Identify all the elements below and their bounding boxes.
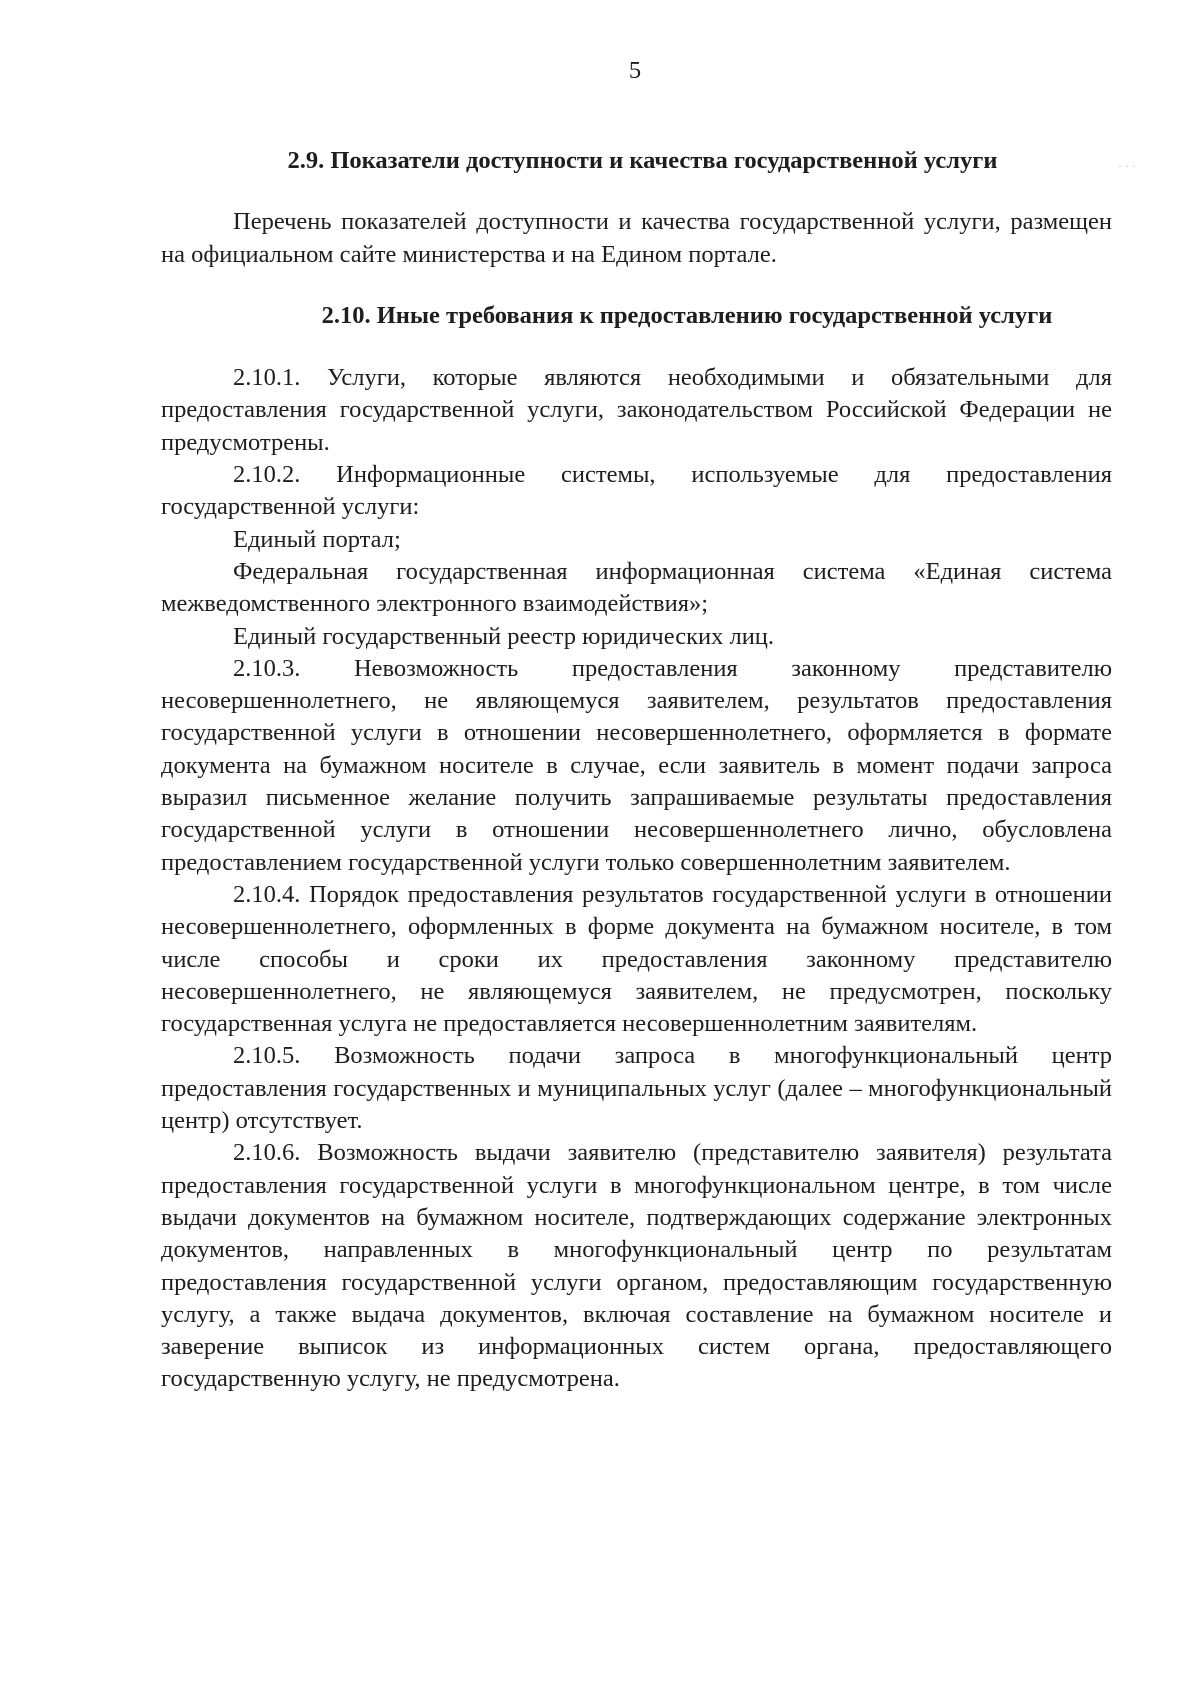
paragraph-2-10-2: 2.10.2. Информационные системы, используемые для предоставления государственной услуги: — [161, 461, 1112, 521]
paragraph-2-10-5: 2.10.5. Возможность подачи запроса в многофункциональный центр предоставления государственных и муниципальных услуг (далее – многофункциональный центр) отсутствует. — [161, 1042, 1112, 1135]
paragraph-2-10-3: 2.10.3. Невозможность предоставления законному представителю несовершеннолетнего, не являющемуся заявителем, результатов предоставления государственной услуги в отношении несовершеннолетнего, оформляется в формате документа на бумажном носителе в случае, если заявитель в момент подачи запроса выразил письменное желание получить запрашиваемые результаты предоставления государственной услуги в отношении несовершеннолетнего лично, обусловлена предоставлением государственной услуги только совершеннолетним заявителем. — [161, 654, 1112, 876]
list-item-legal-entities-register: Единый государственный реестр юридических лиц. — [233, 622, 775, 650]
section-2-9-paragraph: Перечень показателей доступности и качества государственной услуги, размещен на официальном сайте министерства и на Едином портале. — [161, 208, 1112, 268]
paragraph-2-10-4: 2.10.4. Порядок предоставления результатов государственной услуги в отношении несовершеннолетнего, оформленных в форме документа на бумажном носителе, в том числе способы и сроки их предоставления законному представителю несовершеннолетнего, не являющемуся заявителем, не предусмотрен, поскольку государственная услуга не предоставляется несовершеннолетним заявителям. — [161, 880, 1112, 1038]
list-item-unified-portal: Единый портал; — [233, 525, 401, 553]
scan-noise: · · · — [1118, 159, 1136, 173]
list-item-federal-system: Федеральная государственная информационная система «Единая система межведомственного электронного взаимодействия»; — [161, 557, 1112, 618]
section-2-9-heading: 2.9. Показатели доступности и качества государственной услуги — [287, 147, 998, 174]
paragraph-2-10-6: 2.10.6. Возможность выдачи заявителю (представителю заявителя) результата предоставления государственной услуги в многофункциональном центре, в том числе выдачи документов на бумажном носителе, подтверждающих содержание электронных документов, направленных в многофункциональный центр по результатам предоставления государственной услуги органом, предоставляющим государственную услугу, а также выдача документов, включая составление на бумажном носителе и заверение выписок из информационных систем органа, предоставляющего государственную услугу, не предусмотрена. — [161, 1139, 1112, 1393]
section-2-10-heading: 2.10. Иные требования к предоставлению государственной услуги — [321, 301, 1053, 329]
page-number: 5 — [628, 57, 642, 84]
page-content — [161, 145, 1112, 1396]
paragraph-2-10-1: 2.10.1. Услуги, которые являются необходимыми и обязательными для предоставления государственной услуги, законодательством Российской Федерации не предусмотрены. — [161, 364, 1112, 456]
